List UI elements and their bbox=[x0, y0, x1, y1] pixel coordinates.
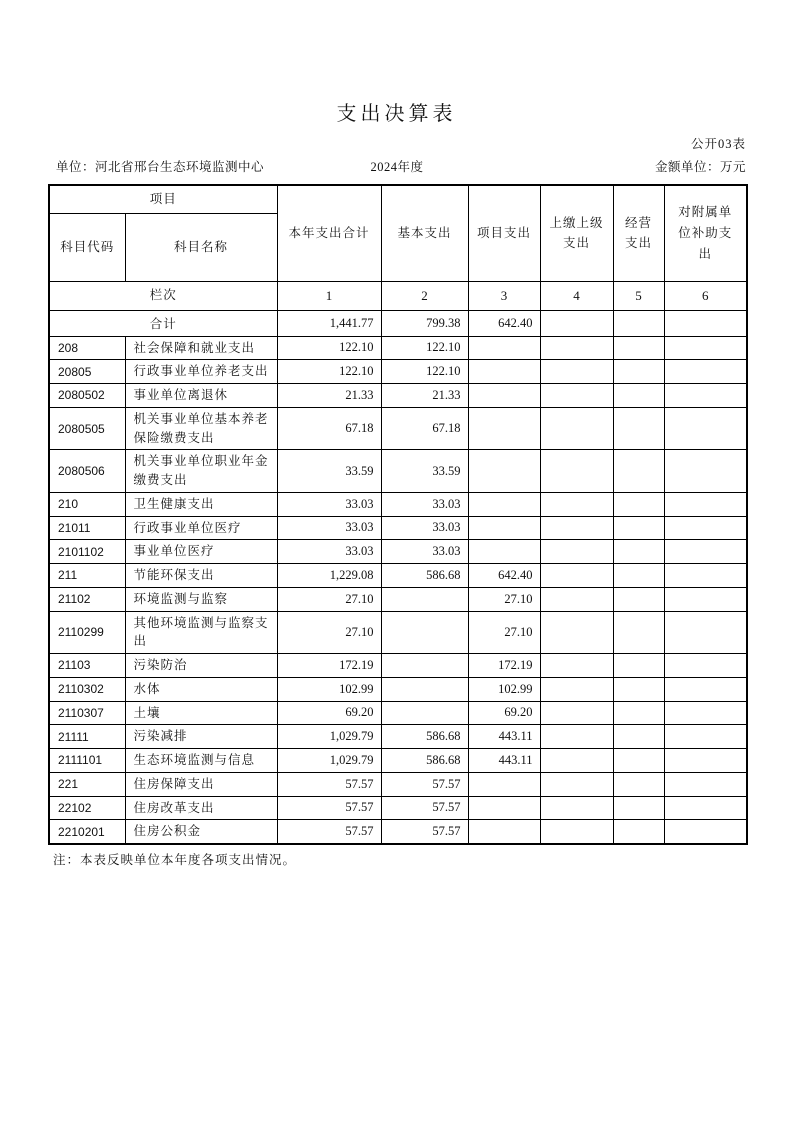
cell-amount bbox=[540, 360, 613, 384]
cell-amount bbox=[381, 701, 468, 725]
header-subject-code: 科目代码 bbox=[49, 213, 125, 281]
unit-label: 单位：河北省邢台生态环境监测中心 bbox=[56, 160, 265, 174]
footnote: 注：本表反映单位本年度各项支出情况。 bbox=[53, 853, 297, 867]
year-label: 2024年度 bbox=[370, 160, 424, 174]
cell-amount bbox=[664, 407, 747, 450]
column-index-label: 栏次 bbox=[49, 281, 277, 310]
meta-row bbox=[48, 157, 746, 177]
cell-amount bbox=[540, 564, 613, 588]
cell-amount: 443.11 bbox=[468, 725, 540, 749]
total-amount bbox=[613, 310, 664, 336]
cell-amount bbox=[613, 796, 664, 820]
cell-amount bbox=[540, 516, 613, 540]
header-col-affiliated-subsidy: 对附属单位补助支出 bbox=[664, 185, 747, 281]
cell-amount bbox=[613, 820, 664, 844]
cell-amount bbox=[468, 820, 540, 844]
cell-amount bbox=[664, 725, 747, 749]
cell-amount: 27.10 bbox=[468, 587, 540, 611]
cell-subject-code: 2210201 bbox=[49, 820, 125, 844]
cell-amount: 33.59 bbox=[277, 450, 381, 493]
table-row bbox=[49, 564, 747, 588]
column-index-4: 4 bbox=[540, 281, 613, 310]
cell-amount bbox=[613, 564, 664, 588]
cell-subject-code: 21103 bbox=[49, 654, 125, 678]
cell-subject-name: 事业单位医疗 bbox=[125, 540, 277, 564]
cell-amount bbox=[468, 540, 540, 564]
cell-subject-code: 21102 bbox=[49, 587, 125, 611]
table-row bbox=[49, 725, 747, 749]
table-row bbox=[49, 587, 747, 611]
cell-amount bbox=[664, 820, 747, 844]
cell-subject-name: 节能环保支出 bbox=[125, 564, 277, 588]
cell-subject-name: 污染减排 bbox=[125, 725, 277, 749]
column-index-2: 2 bbox=[381, 281, 468, 310]
cell-amount bbox=[468, 407, 540, 450]
total-amount: 1,441.77 bbox=[277, 310, 381, 336]
cell-amount bbox=[664, 540, 747, 564]
table-row bbox=[49, 820, 747, 844]
header-col-basic: 基本支出 bbox=[381, 185, 468, 281]
column-index-5: 5 bbox=[613, 281, 664, 310]
cell-amount: 33.03 bbox=[277, 540, 381, 564]
cell-amount bbox=[613, 725, 664, 749]
cell-amount bbox=[540, 450, 613, 493]
amount-unit-label: 金额单位：万元 bbox=[654, 160, 746, 174]
cell-amount bbox=[540, 407, 613, 450]
cell-amount bbox=[468, 336, 540, 360]
table-row bbox=[49, 450, 747, 493]
cell-amount: 57.57 bbox=[277, 772, 381, 796]
cell-amount bbox=[540, 654, 613, 678]
cell-amount: 1,029.79 bbox=[277, 749, 381, 773]
cell-amount: 122.10 bbox=[381, 336, 468, 360]
cell-amount: 33.03 bbox=[381, 516, 468, 540]
table-row bbox=[49, 384, 747, 408]
table-row bbox=[49, 796, 747, 820]
cell-amount bbox=[540, 587, 613, 611]
cell-subject-name: 其他环境监测与监察支出 bbox=[125, 611, 277, 654]
header-col-upper-level: 上缴上级支出 bbox=[540, 185, 613, 281]
header-row-column-index bbox=[49, 281, 747, 310]
cell-amount bbox=[613, 407, 664, 450]
cell-subject-name: 环境监测与监察 bbox=[125, 587, 277, 611]
cell-amount bbox=[613, 701, 664, 725]
cell-subject-name: 污染防治 bbox=[125, 654, 277, 678]
cell-amount bbox=[664, 796, 747, 820]
table-row bbox=[49, 360, 747, 384]
cell-amount bbox=[468, 384, 540, 408]
cell-subject-code: 2110302 bbox=[49, 677, 125, 701]
cell-amount: 443.11 bbox=[468, 749, 540, 773]
cell-subject-code: 208 bbox=[49, 336, 125, 360]
cell-amount: 33.59 bbox=[381, 450, 468, 493]
cell-amount: 586.68 bbox=[381, 749, 468, 773]
cell-amount bbox=[613, 516, 664, 540]
cell-subject-name: 水体 bbox=[125, 677, 277, 701]
cell-amount bbox=[664, 336, 747, 360]
expenditure-table bbox=[48, 184, 748, 845]
cell-subject-code: 21011 bbox=[49, 516, 125, 540]
cell-amount bbox=[613, 749, 664, 773]
header-subject-name: 科目名称 bbox=[125, 213, 277, 281]
cell-amount: 33.03 bbox=[277, 516, 381, 540]
cell-amount: 57.57 bbox=[277, 820, 381, 844]
cell-amount bbox=[664, 516, 747, 540]
table-row bbox=[49, 540, 747, 564]
cell-amount bbox=[613, 654, 664, 678]
table-row bbox=[49, 772, 747, 796]
cell-amount bbox=[381, 654, 468, 678]
cell-amount bbox=[540, 540, 613, 564]
cell-amount: 27.10 bbox=[468, 611, 540, 654]
cell-amount bbox=[468, 516, 540, 540]
form-code-label: 公开03表 bbox=[690, 137, 746, 151]
header-row-project bbox=[49, 185, 747, 213]
cell-amount: 33.03 bbox=[277, 492, 381, 516]
cell-amount bbox=[468, 796, 540, 820]
cell-amount: 57.57 bbox=[381, 796, 468, 820]
total-amount bbox=[664, 310, 747, 336]
cell-amount bbox=[540, 611, 613, 654]
cell-subject-code: 2080502 bbox=[49, 384, 125, 408]
cell-amount: 27.10 bbox=[277, 611, 381, 654]
cell-subject-name: 住房改革支出 bbox=[125, 796, 277, 820]
cell-amount: 102.99 bbox=[468, 677, 540, 701]
cell-amount bbox=[613, 360, 664, 384]
cell-amount: 172.19 bbox=[468, 654, 540, 678]
cell-amount bbox=[468, 772, 540, 796]
cell-amount bbox=[613, 540, 664, 564]
cell-amount bbox=[540, 820, 613, 844]
cell-subject-name: 行政事业单位医疗 bbox=[125, 516, 277, 540]
cell-amount: 67.18 bbox=[381, 407, 468, 450]
cell-amount bbox=[664, 384, 747, 408]
cell-amount: 69.20 bbox=[468, 701, 540, 725]
table-row bbox=[49, 407, 747, 450]
cell-subject-name: 土壤 bbox=[125, 701, 277, 725]
cell-amount bbox=[540, 384, 613, 408]
cell-amount: 586.68 bbox=[381, 725, 468, 749]
cell-subject-code: 20805 bbox=[49, 360, 125, 384]
cell-amount bbox=[664, 450, 747, 493]
header-col-project-expend: 项目支出 bbox=[468, 185, 540, 281]
cell-amount bbox=[613, 450, 664, 493]
column-index-6: 6 bbox=[664, 281, 747, 310]
cell-amount: 172.19 bbox=[277, 654, 381, 678]
cell-amount: 1,029.79 bbox=[277, 725, 381, 749]
cell-amount bbox=[613, 677, 664, 701]
page-title: 支出决算表 bbox=[336, 103, 457, 125]
cell-amount bbox=[381, 587, 468, 611]
table-row bbox=[49, 749, 747, 773]
cell-amount bbox=[540, 796, 613, 820]
table-row bbox=[49, 492, 747, 516]
total-amount: 642.40 bbox=[468, 310, 540, 336]
total-amount bbox=[540, 310, 613, 336]
cell-amount: 102.99 bbox=[277, 677, 381, 701]
cell-amount bbox=[613, 384, 664, 408]
cell-subject-code: 2110307 bbox=[49, 701, 125, 725]
cell-amount: 122.10 bbox=[277, 336, 381, 360]
cell-amount bbox=[540, 677, 613, 701]
cell-subject-code: 22102 bbox=[49, 796, 125, 820]
cell-amount: 69.20 bbox=[277, 701, 381, 725]
cell-amount bbox=[664, 749, 747, 773]
cell-subject-code: 211 bbox=[49, 564, 125, 588]
cell-amount bbox=[613, 772, 664, 796]
cell-subject-code: 2110299 bbox=[49, 611, 125, 654]
cell-amount: 57.57 bbox=[277, 796, 381, 820]
cell-amount bbox=[664, 654, 747, 678]
cell-amount: 27.10 bbox=[277, 587, 381, 611]
cell-amount bbox=[664, 677, 747, 701]
cell-subject-name: 生态环境监测与信息 bbox=[125, 749, 277, 773]
cell-amount bbox=[613, 611, 664, 654]
cell-amount bbox=[468, 360, 540, 384]
column-index-3: 3 bbox=[468, 281, 540, 310]
cell-amount bbox=[540, 772, 613, 796]
cell-amount bbox=[664, 564, 747, 588]
cell-amount bbox=[540, 336, 613, 360]
cell-amount bbox=[664, 701, 747, 725]
cell-amount: 122.10 bbox=[381, 360, 468, 384]
header-col-operating: 经营支出 bbox=[613, 185, 664, 281]
cell-amount bbox=[613, 492, 664, 516]
cell-amount: 57.57 bbox=[381, 820, 468, 844]
cell-amount bbox=[664, 611, 747, 654]
cell-subject-code: 21111 bbox=[49, 725, 125, 749]
cell-amount bbox=[468, 450, 540, 493]
cell-amount bbox=[540, 749, 613, 773]
cell-amount: 586.68 bbox=[381, 564, 468, 588]
cell-subject-name: 事业单位离退休 bbox=[125, 384, 277, 408]
total-amount: 799.38 bbox=[381, 310, 468, 336]
cell-amount: 21.33 bbox=[277, 384, 381, 408]
table-row bbox=[49, 701, 747, 725]
cell-subject-name: 机关事业单位职业年金缴费支出 bbox=[125, 450, 277, 493]
total-label: 合计 bbox=[49, 310, 277, 336]
table-row bbox=[49, 516, 747, 540]
total-row bbox=[49, 310, 747, 336]
header-project: 项目 bbox=[49, 185, 277, 213]
cell-amount bbox=[540, 701, 613, 725]
cell-subject-code: 2080506 bbox=[49, 450, 125, 493]
table-row bbox=[49, 654, 747, 678]
table-row bbox=[49, 336, 747, 360]
cell-amount: 21.33 bbox=[381, 384, 468, 408]
cell-amount bbox=[664, 587, 747, 611]
column-index-1: 1 bbox=[277, 281, 381, 310]
header-col-total-this-year: 本年支出合计 bbox=[277, 185, 381, 281]
cell-subject-name: 社会保障和就业支出 bbox=[125, 336, 277, 360]
table-row bbox=[49, 611, 747, 654]
cell-amount: 642.40 bbox=[468, 564, 540, 588]
cell-amount bbox=[613, 336, 664, 360]
cell-amount bbox=[540, 725, 613, 749]
cell-subject-code: 210 bbox=[49, 492, 125, 516]
cell-subject-code: 2101102 bbox=[49, 540, 125, 564]
cell-subject-code: 2111101 bbox=[49, 749, 125, 773]
cell-subject-name: 住房保障支出 bbox=[125, 772, 277, 796]
cell-subject-name: 住房公积金 bbox=[125, 820, 277, 844]
cell-amount: 57.57 bbox=[381, 772, 468, 796]
cell-subject-name: 卫生健康支出 bbox=[125, 492, 277, 516]
cell-amount bbox=[381, 677, 468, 701]
cell-subject-code: 2080505 bbox=[49, 407, 125, 450]
cell-subject-code: 221 bbox=[49, 772, 125, 796]
cell-amount: 33.03 bbox=[381, 492, 468, 516]
cell-amount bbox=[381, 611, 468, 654]
cell-subject-name: 机关事业单位基本养老保险缴费支出 bbox=[125, 407, 277, 450]
cell-amount bbox=[664, 772, 747, 796]
cell-subject-name: 行政事业单位养老支出 bbox=[125, 360, 277, 384]
cell-amount: 1,229.08 bbox=[277, 564, 381, 588]
cell-amount bbox=[540, 492, 613, 516]
cell-amount: 122.10 bbox=[277, 360, 381, 384]
cell-amount: 67.18 bbox=[277, 407, 381, 450]
cell-amount bbox=[664, 360, 747, 384]
cell-amount bbox=[613, 587, 664, 611]
table-row bbox=[49, 677, 747, 701]
cell-amount bbox=[468, 492, 540, 516]
cell-amount bbox=[664, 492, 747, 516]
cell-amount: 33.03 bbox=[381, 540, 468, 564]
